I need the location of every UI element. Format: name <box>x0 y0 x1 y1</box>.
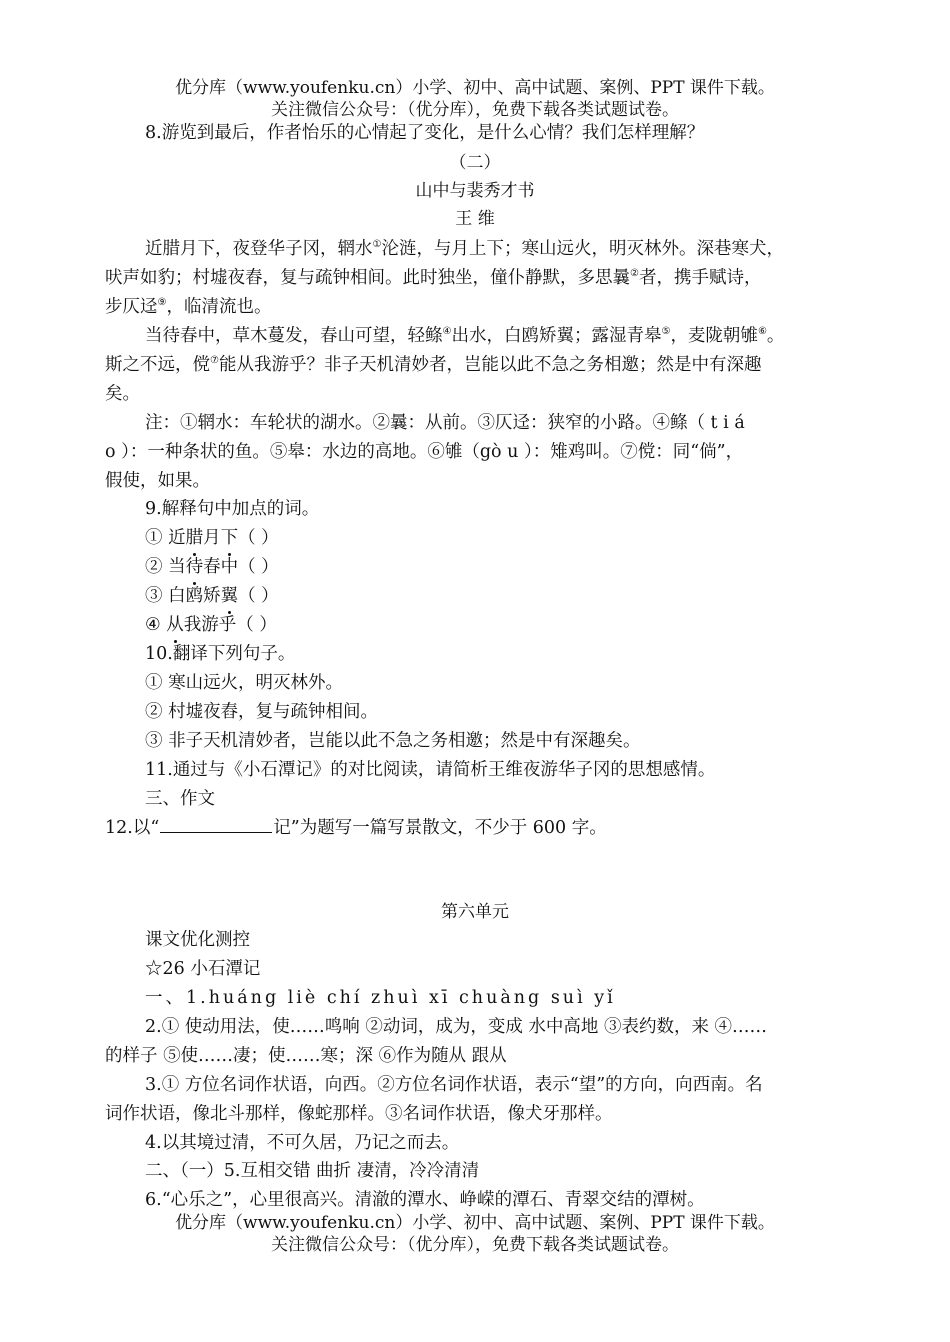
footnote-marker: ② <box>630 268 639 280</box>
dotted-word: 从 <box>166 615 184 635</box>
answers-subtitle: 课文优化测控 <box>145 930 250 950</box>
notes-line: o ）：一种条状的鱼。⑤皋：水边的高地。⑥雊（gò u ）：雉鸡叫。⑦傥：同“倘”， <box>105 442 744 462</box>
question-10-sentence: ① 寒山远火，明灭林外。 <box>145 673 344 693</box>
section-3-heading: 三、作文 <box>145 789 215 809</box>
footer-line-1: 优分库（www.youfenku.cn）小学、初中、高中试题、案例、PPT 课件下载。 <box>175 1213 775 1233</box>
footnote-marker: ④ <box>442 326 452 338</box>
header-line-2: 关注微信公众号：（优分库），免费下载各类试题试卷。 <box>271 100 679 120</box>
question-9-item: ② 当待春中（ ） <box>145 557 279 577</box>
header-line-1: 优分库（www.youfenku.cn）小学、初中、高中试题、案例、PPT 课件下载。 <box>175 78 775 98</box>
passage-line: 近腊月下，夜登华子冈，辋水①沦涟，与月上下；寒山远火，明灭林外。深巷寒犬， <box>145 239 784 259</box>
footnote-marker: ⑦ <box>210 355 219 367</box>
answer-2-continued: 的样子 ⑤使……凄；使……寒；深 ⑥作为随从 跟从 <box>105 1046 507 1066</box>
footnote-marker: ⑥ <box>757 326 767 338</box>
question-10-title: 10.翻译下列句子。 <box>145 644 296 664</box>
question-9-title: 9.解释句中加点的词。 <box>145 499 320 519</box>
notes-line: 注：①辋水：车轮状的湖水。②曩：从前。③仄迳：狭窄的小路。④鲦（ t i á <box>145 413 745 433</box>
lesson-title: ☆26 小石潭记 <box>145 959 261 979</box>
passage-line: 当待春中，草木蔓发，春山可望，轻鲦④出水，白鸥矫翼；露湿青皋⑤，麦陇朝雊⑥。 <box>145 326 785 346</box>
question-11: 11.通过与《小石潭记》的对比阅读，请简析王维夜游华子冈的思想感情。 <box>145 760 716 780</box>
footer-line-2: 关注微信公众号：（优分库），免费下载各类试题试卷。 <box>271 1235 679 1255</box>
section-2-label: （二） <box>449 153 501 173</box>
passage-line: 步仄迳⑨，临清流也。 <box>105 297 272 317</box>
passage-title: 山中与裴秀才书 <box>415 181 535 201</box>
dotted-word: 下 <box>220 528 239 548</box>
footnote-marker: ⑨ <box>157 297 167 309</box>
notes-line: 假使，如果。 <box>105 471 210 491</box>
dotted-word: 待 <box>185 557 204 577</box>
dotted-word: 腊 <box>185 528 204 548</box>
answer-1: 一、1.huáng liè chí zhuì xī chuàng suì yǐ <box>145 988 616 1008</box>
question-12: 12.以“ 记”为题写一篇写景散文，不少于 600 字。 <box>105 818 607 838</box>
unit-heading: 第六单元 <box>441 902 509 922</box>
question-9-item: ④ 从我游乎（ ） <box>145 615 277 635</box>
passage-author: 王 维 <box>455 209 495 229</box>
footnote-marker: ① <box>372 239 382 251</box>
answer-2: 2.① 使动用法，使……鸣响 ②动词，成为，变成 水中高地 ③表约数，来 ④…… <box>145 1017 768 1037</box>
answer-4: 4.以其境过清，不可久居，乃记之而去。 <box>145 1133 460 1153</box>
passage-line: 矣。 <box>105 384 140 404</box>
dotted-word: 翼 <box>220 586 239 606</box>
answer-3: 3.① 方位名词作状语，向西。②方位名词作状语，表示“望”的方向，向西南。名 <box>145 1075 763 1095</box>
question-9-item: ① 近腊月下（ ） <box>145 528 279 548</box>
fill-in-blank <box>160 817 272 833</box>
passage-line: 吠声如豹；村墟夜舂，复与疏钟相间。此时独坐，僮仆静默，多思曩②者，携手赋诗， <box>105 268 762 288</box>
question-10-sentence: ③ 非子天机清妙者，岂能以此不急之务相邀；然是中有深趣矣。 <box>145 731 641 751</box>
footnote-marker: ⑤ <box>661 326 671 338</box>
question-9-item: ③ 白鸥矫翼（ ） <box>145 586 279 606</box>
passage-line: 斯之不远，傥⑦能从我游乎？非子天机清妙者，岂能以此不急之务相邀；然是中有深趣 <box>105 355 762 375</box>
question-8: 8.游览到最后，作者怡乐的心情起了变化，是什么心情？我们怎样理解？ <box>145 123 705 143</box>
answer-6: 6.“心乐之”，心里很高兴。清澈的潭水、峥嵘的潭石、青翠交结的潭树。 <box>145 1190 705 1210</box>
answer-3-continued: 词作状语，像北斗那样，像蛇那样。③名词作状语，像犬牙那样。 <box>105 1104 613 1124</box>
answer-5: 二、（一）5.互相交错 曲折 凄清，冷冷清清 <box>145 1161 480 1181</box>
question-10-sentence: ② 村墟夜舂，复与疏钟相间。 <box>145 702 379 722</box>
